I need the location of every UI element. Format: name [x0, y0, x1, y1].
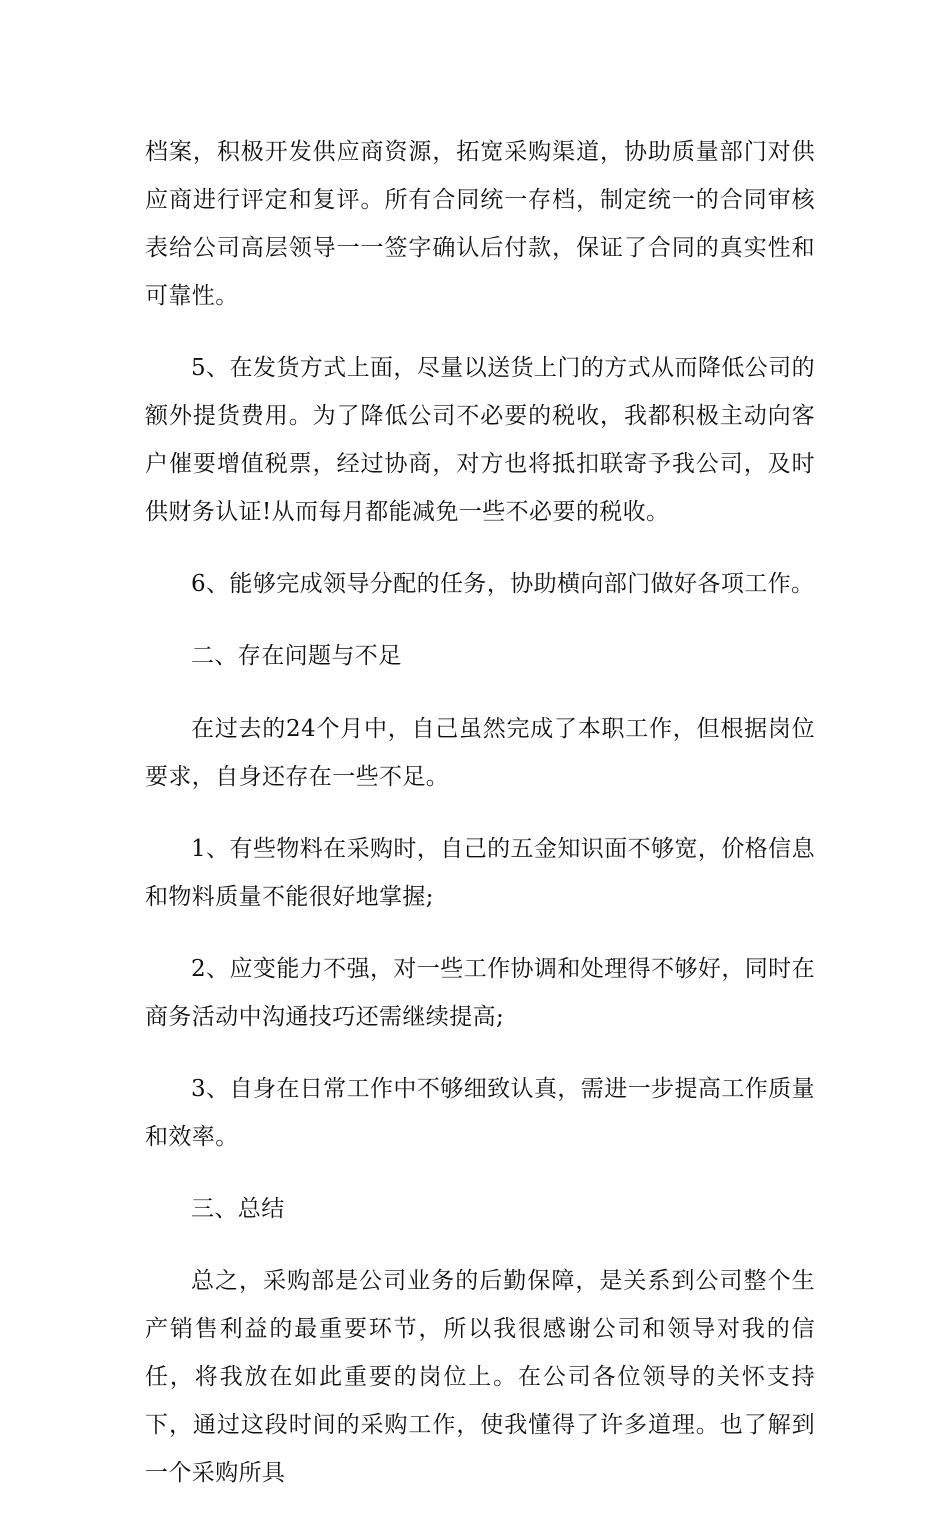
- section-heading-problems: 二、存在问题与不足: [191, 643, 402, 670]
- paragraph-item-6-tasks: 6、能够完成领导分配的任务，协助横向部门做好各项工作。: [191, 571, 815, 598]
- paragraph-summary: 总之，采购部是公司业务的后勤保障，是关系到公司整个生产销售利益的最重要环节，所以我很感谢公司和领导对我的信任，将我放在如此重要的岗位上。在公司各位领导的关怀支持下，通过这段时间的采购工作，使我懂得了许多道理。也了解到一个采购所具: [145, 1268, 815, 1487]
- paragraph-supplier-contracts: 档案，积极开发供应商资源，拓宽采购渠道，协助质量部门对供应商进行评定和复评。所有合同统一存档，制定统一的合同审核表给公司高层领导一一签字确认后付款，保证了合同的真实性和可靠性。: [145, 139, 815, 309]
- paragraph-item-5-delivery: 5、在发货方式上面，尽量以送货上门的方式从而降低公司的额外提货费用。为了降低公司不必要的税收，我都积极主动向客户催要增值税票，经过协商，对方也将抵扣联寄予我公司，及时供财务认证!从而每月都能减免一些不必要的税收。: [145, 355, 815, 526]
- paragraph-problems-intro: 在过去的24个月中，自己虽然完成了本职工作，但根据岗位要求，自身还存在一些不足。: [145, 715, 815, 790]
- document-body: [145, 128, 815, 1521]
- paragraph-problem-2: 2、应变能力不强，对一些工作协调和处理得不够好，同时在商务活动中沟通技巧还需继续提高;: [145, 955, 815, 1030]
- paragraph-problem-3: 3、自身在日常工作中不够细致认真，需进一步提高工作质量和效率。: [145, 1075, 815, 1150]
- paragraph-problem-1: 1、有些物料在采购时，自己的五金知识面不够宽，价格信息和物料质量不能很好地掌握;: [145, 835, 815, 910]
- section-heading-summary: 三、总结: [191, 1196, 285, 1223]
